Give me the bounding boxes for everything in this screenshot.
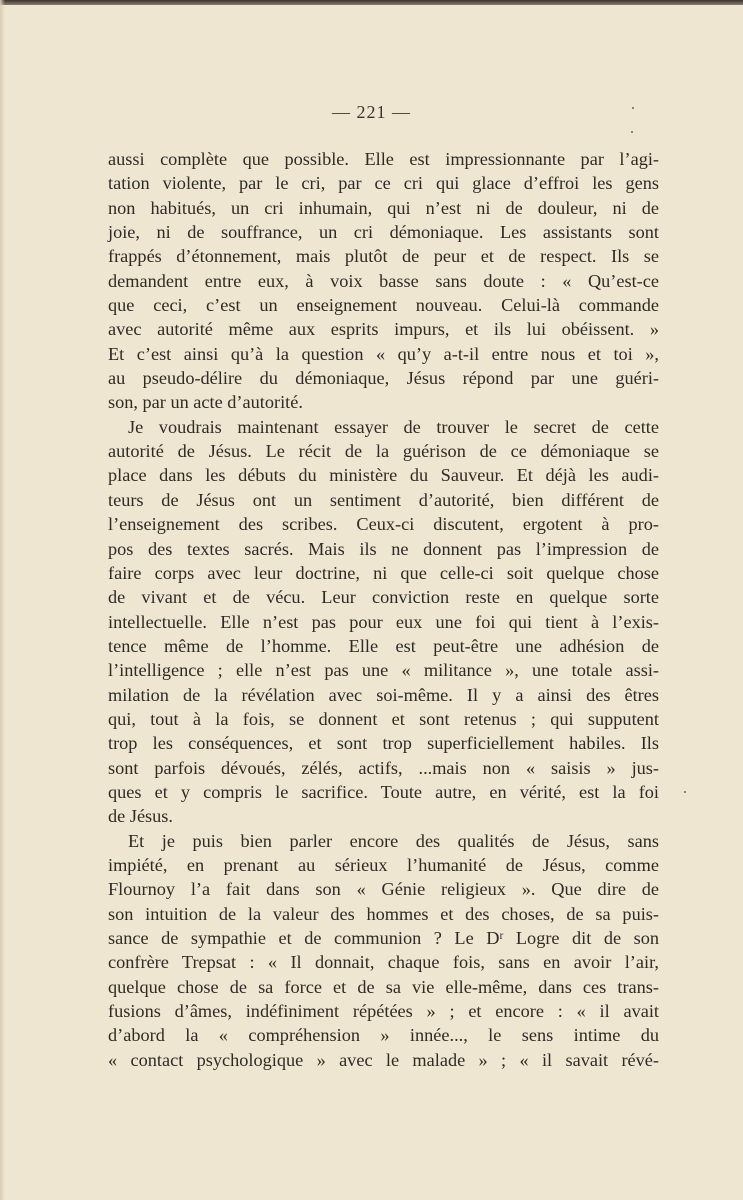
body-text — [108, 147, 659, 1072]
text-line: son, par un acte d’autorité. — [108, 392, 303, 413]
page-top-edge — [0, 0, 743, 5]
text-line: non habitués, un cri inhumain, qui n’est ni de douleur, ni de — [108, 197, 659, 218]
text-line: l’intelligence ; elle n’est pas une « militance », une totale assi- — [108, 660, 659, 681]
text-line: fusions d’âmes, indéfiniment répétées » ; et encore : « il avait — [108, 1001, 659, 1022]
page-left-edge — [0, 0, 5, 1200]
paper-speck — [631, 131, 633, 133]
text-line: au pseudo-délire du démoniaque, Jésus répond par une guéri- — [108, 368, 659, 389]
text-line: Et c’est ainsi qu’à la question « qu’y a-t-il entre nous et toi », — [108, 343, 659, 364]
paper-speck — [632, 107, 634, 109]
text-line: l’enseignement des scribes. Ceux-ci discutent, ergotent à pro- — [108, 514, 659, 535]
text-line: son intuition de la valeur des hommes et des choses, de sa puis- — [108, 903, 659, 924]
text-line: trop les conséquences, et sont trop superficiellement habiles. Ils — [108, 733, 659, 754]
text-line: de Jésus. — [108, 806, 173, 827]
text-line: pos des textes sacrés. Mais ils ne donnent pas l’impression de — [108, 538, 659, 559]
text-line: place dans les débuts du ministère du Sauveur. Et déjà les audi- — [108, 465, 659, 486]
text-line: intellectuelle. Elle n’est pas pour eux une foi qui tient à l’exis- — [108, 611, 659, 632]
text-line: aussi complète que possible. Elle est impressionnante par l’agi- — [108, 149, 659, 169]
text-line: « contact psychologique » avec le malade » ; « il savait révé- — [108, 1049, 659, 1070]
text-line: que ceci, c’est un enseignement nouveau. Celui-là commande — [108, 295, 659, 316]
text-line: joie, ni de souffrance, un cri démoniaque. Les assistants sont — [108, 222, 659, 243]
paragraph — [108, 829, 659, 1072]
text-line: faire corps avec leur doctrine, ni que celle-ci soit quelque chose — [108, 562, 659, 583]
text-line: Flournoy l’a fait dans son « Génie religieux ». Que dire de — [108, 879, 659, 900]
text-line: frappés d’étonnement, mais plutôt de peur et de respect. Ils se — [108, 246, 659, 267]
paper-speck — [684, 791, 686, 793]
text-line: de vivant et de vécu. Leur conviction reste en quelque sorte — [108, 587, 659, 608]
text-line: demandent entre eux, à voix basse sans doute : « Qu’est-ce — [108, 270, 659, 291]
text-line: impiété, en prenant au sérieux l’humanité de Jésus, comme — [108, 854, 659, 875]
text-line: milation de la révélation avec soi-même. Il y a ainsi des êtres — [108, 684, 659, 705]
text-line: d’abord la « compréhension » innée..., le sens intime du — [108, 1025, 659, 1046]
text-line: tation violente, par le cri, par ce cri qui glace d’effroi les gens — [108, 173, 659, 194]
text-line: Je voudrais maintenant essayer de trouver le secret de cette — [128, 416, 659, 437]
text-line: ques et y compris le sacrifice. Toute autre, en vérité, est la foi — [108, 781, 659, 802]
text-line: autorité de Jésus. Le récit de la guérison de ce démoniaque se — [108, 441, 659, 462]
text-line: confrère Trepsat : « Il donnait, chaque fois, sans en avoir l’air, — [108, 952, 659, 973]
text-line: avec autorité même aux esprits impurs, et ils lui obéissent. » — [108, 319, 659, 340]
text-line: qui, tout à la fois, se donnent et sont retenus ; qui supputent — [108, 708, 659, 729]
text-line: tence même de l’homme. Elle est peut-être une adhésion de — [108, 635, 659, 656]
text-line: sance de sympathie et de communion ? Le Dʳ Logre dit de son — [108, 928, 659, 948]
paragraph — [108, 147, 659, 415]
text-line: Et je puis bien parler encore des qualités de Jésus, sans — [128, 830, 659, 851]
paragraph — [108, 415, 659, 829]
text-line: quelque chose de sa force et de sa vie elle-même, dans ces trans- — [108, 976, 659, 997]
text-line: teurs de Jésus ont un sentiment d’autorité, bien différent de — [108, 489, 659, 510]
text-line: sont parfois dévoués, zélés, actifs, ...mais non « saisis » jus- — [108, 757, 659, 778]
page-number: — 221 — — [332, 102, 411, 122]
